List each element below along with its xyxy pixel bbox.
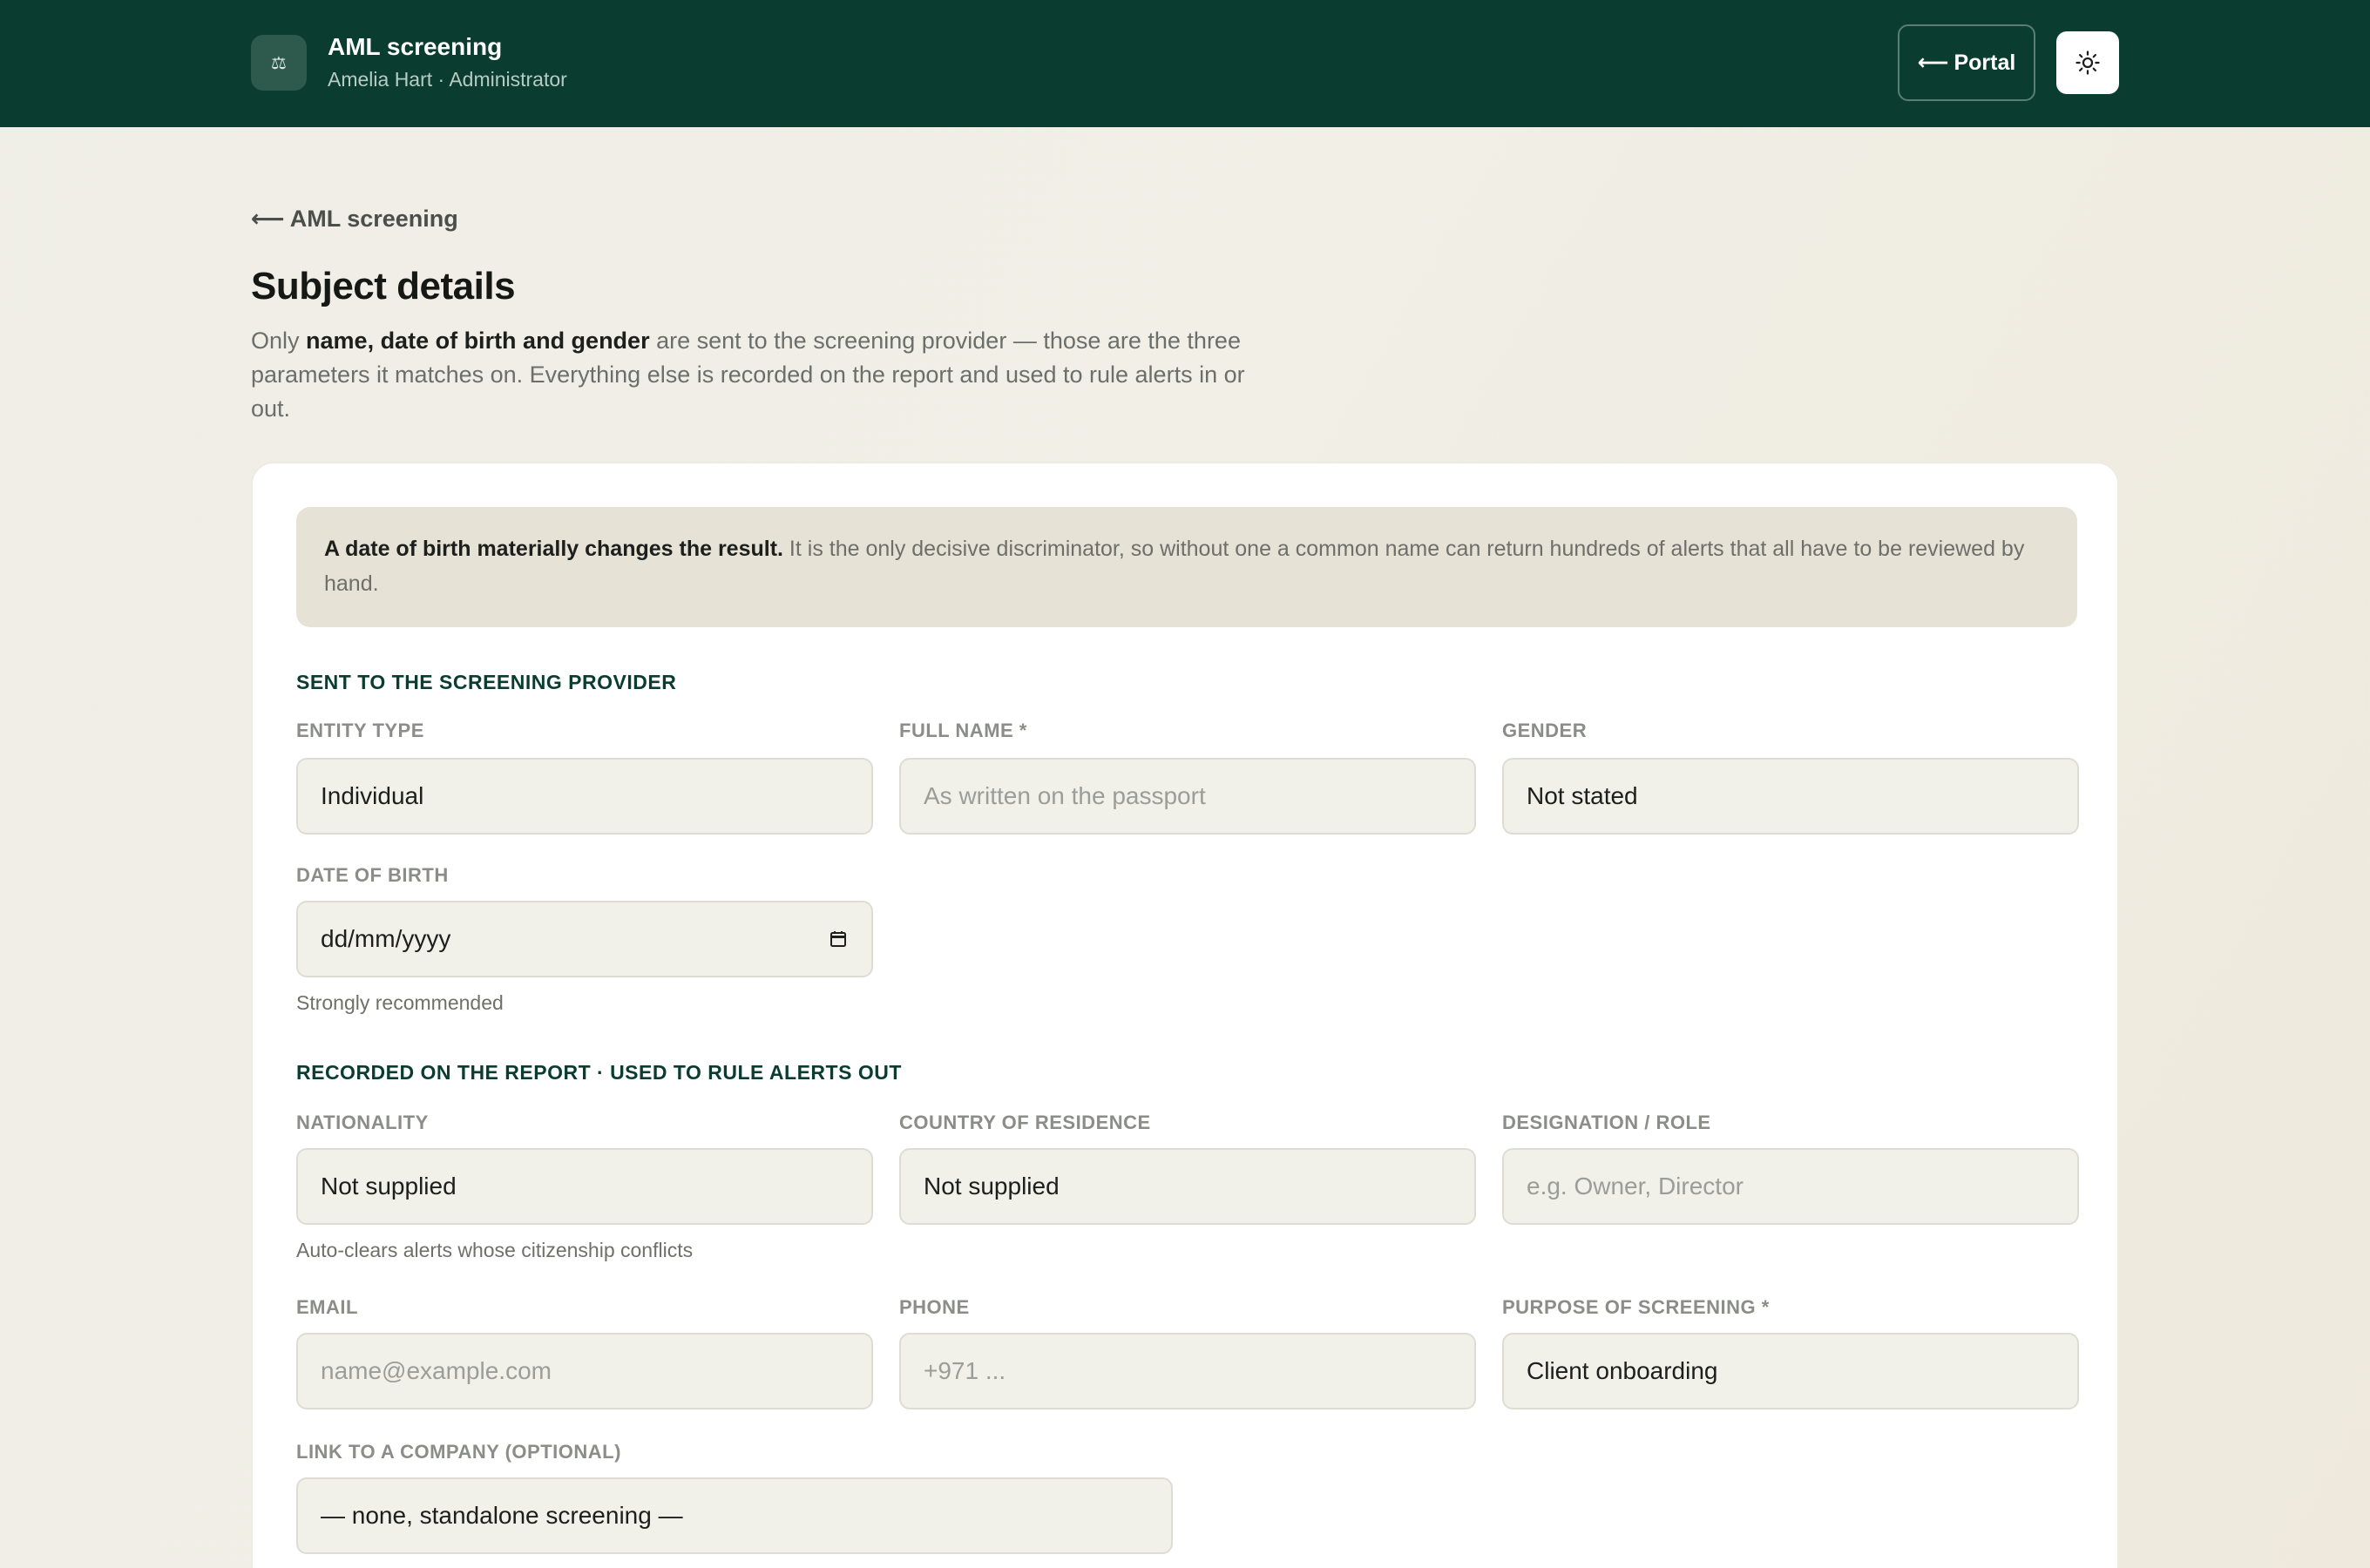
scale-icon: ⚖ [251, 35, 307, 91]
back-link[interactable] [251, 206, 458, 233]
dob-hint: Strongly recommended [296, 991, 504, 1014]
gender-select[interactable]: Not stated [1502, 758, 2079, 835]
dob-notice: A date of birth materially changes the result. It is the only decisive discriminator, so without one a common name can return hundreds of alerts that all have to be reviewed by hand. [296, 507, 2077, 627]
purpose-label: PURPOSE OF SCREENING * [1502, 1296, 1770, 1318]
section-heading-report: RECORDED ON THE REPORT · USED TO RULE ALERTS OUT [296, 1061, 902, 1084]
theme-toggle-button[interactable] [2056, 31, 2119, 94]
role-label: DESIGNATION / ROLE [1502, 1112, 1711, 1133]
portal-button[interactable] [1898, 24, 2035, 101]
dob-placeholder: dd/mm/yyyy [321, 925, 451, 952]
purpose-select[interactable]: Client onboarding [1502, 1333, 2079, 1409]
nationality-select[interactable]: Not supplied [296, 1148, 873, 1225]
residence-label: COUNTRY OF RESIDENCE [899, 1112, 1151, 1133]
company-select[interactable]: — none, standalone screening — [296, 1477, 1173, 1554]
phone-label: PHONE [899, 1296, 970, 1318]
user-subtitle: Amelia Hart · Administrator [328, 68, 567, 91]
back-link-label: AML screening [289, 206, 458, 232]
entity-type-label: ENTITY TYPE [296, 720, 424, 741]
full-name-input[interactable]: As written on the passport [899, 758, 1476, 835]
arrow-left-icon: ⟵ [251, 206, 285, 232]
dob-label: DATE OF BIRTH [296, 864, 449, 886]
entity-type-select[interactable]: Individual [296, 758, 873, 835]
nationality-label: NATIONALITY [296, 1112, 429, 1133]
company-label: LINK TO A COMPANY (OPTIONAL) [296, 1441, 621, 1463]
gender-label: GENDER [1502, 720, 1588, 741]
top-bar [0, 0, 2370, 127]
role-input[interactable]: e.g. Owner, Director [1502, 1148, 2079, 1225]
arrow-left-icon: ⟵ [1917, 51, 1949, 75]
dob-input[interactable] [296, 901, 873, 977]
residence-select[interactable]: Not supplied [899, 1148, 1476, 1225]
sun-icon [2075, 50, 2101, 76]
portal-label: Portal [1954, 50, 2016, 75]
calendar-icon[interactable] [828, 929, 849, 950]
page-intro: Only name, date of birth and gender are sent to the screening provider — those are the three parameters it matches on. Everything else is recorded on the report and used to rule alerts in or out. [251, 328, 1245, 422]
nationality-hint: Auto-clears alerts whose citizenship conflicts [296, 1239, 694, 1261]
app-title: AML screening [328, 33, 503, 60]
phone-input[interactable]: +971 ... [899, 1333, 1476, 1409]
section-heading-sent: SENT TO THE SCREENING PROVIDER [296, 671, 677, 693]
subject-form-card [251, 462, 2119, 1568]
email-input[interactable]: name@example.com [296, 1333, 873, 1409]
full-name-label: FULL NAME * [899, 720, 1027, 741]
email-label: EMAIL [296, 1296, 358, 1318]
page-title: Subject details [251, 265, 516, 308]
